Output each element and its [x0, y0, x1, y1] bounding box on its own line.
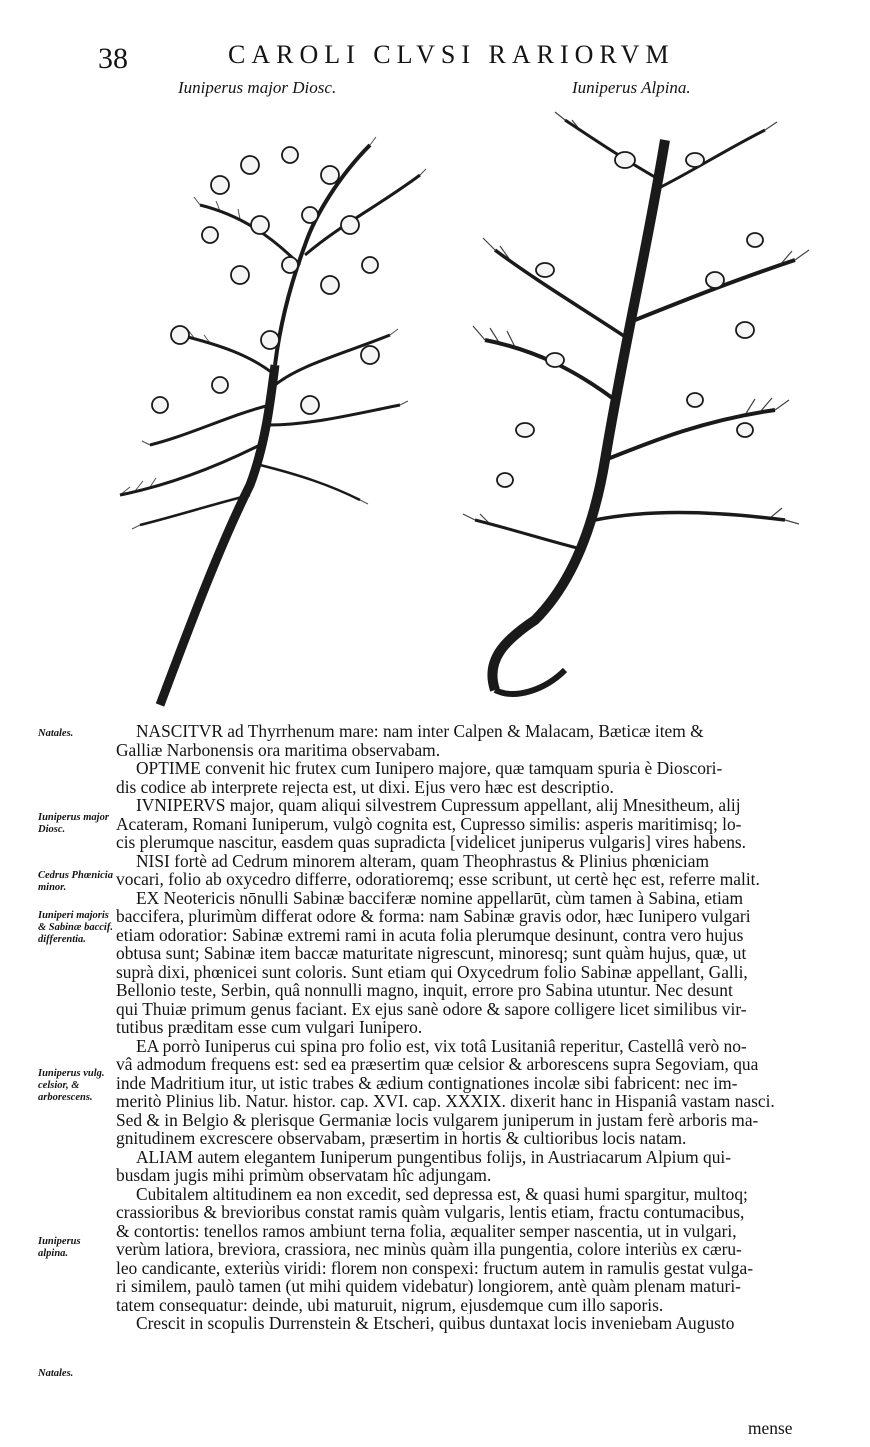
- paragraph-ex-neotericis: [116, 889, 816, 1037]
- text-line: crassioribus & brevioribus constat ramis quàm vulgaris, lentis etiam, fractu contumacibus,: [116, 1202, 745, 1222]
- text-line: inde Madritium itur, ut istic trabes & ædium contignationes incolæ sibi fabricent: nec im-: [116, 1072, 738, 1093]
- text-line: Bellonio teste, Serbin, quâ nonnulli magno, inquit, errore pro Sabina utuntur. Nec desunt: [116, 980, 733, 1000]
- text-line: ri similem, paulò tamen (ut mihi quidem videbatur) longiorem, antè quàm plenam maturi-: [116, 1276, 741, 1296]
- juniper-branch-icon: [100, 105, 440, 715]
- margin-note-iuniperi-differentia: Iuniperi majoris & Sabinæ baccif. differentia.: [38, 910, 113, 945]
- margin-note-iuniperus-alpina: Iuniperus alpina.: [38, 1236, 81, 1259]
- text-line: dis codice ab interprete rejecta est, ut dixi. Ejus vero hæc est descriptio.: [116, 776, 614, 796]
- paragraph-cubitalem: [116, 1185, 816, 1315]
- paragraph-optime: [116, 759, 816, 796]
- text-line: NISI fortè ad Cedrum minorem alteram, quam Theophrastus & Plinius phœniciam: [136, 851, 709, 871]
- running-head: CAROLI CLVSI RARIORVM: [228, 40, 675, 69]
- text-line: Galliæ Narbonensis ora maritima observabam.: [116, 739, 441, 759]
- text-line: leo candicante, exteriùs viridi: florem non conspexi: fructum autem in ramulis gestat vulga-: [116, 1257, 753, 1278]
- margin-note-natales-2: Natales.: [38, 1368, 74, 1379]
- text-line: etiam odoratior: Sabinæ extremi rami in acuta folia plerumque desinunt, contra vero hujus: [116, 924, 744, 945]
- body-text: [116, 722, 816, 1333]
- text-line: EX Neotericis nōnulli Sabinæ bacciferæ nomine appellarūt, cùm tamen à Sabina, etiam: [136, 888, 744, 908]
- text-line: EA porrò Iuniperus cui spina pro folio est, vix totâ Lusitaniâ reperitur, Castellâ verò no-: [136, 1036, 747, 1056]
- text-line: IVNIPERVS major, quam aliqui silvestrem Cupressum appellant, alij Mnesitheum, alij: [136, 796, 741, 815]
- text-line: vâ admodum frequens est: sed ea præsertim quæ celsior & arborescens supra Segoviam, qua: [116, 1054, 759, 1074]
- text-line: & contortis: tenellos ramos ambiunt terna folia, æqualiter semper nascentia, ut in vulgari,: [116, 1220, 737, 1241]
- text-line: ALIAM autem elegantem Iuniperum pungentibus folijs, in Austriacarum Alpium qui-: [136, 1147, 732, 1167]
- text-line: gnitudinem excrescere observabam, præsertim in hortis & cultioribus locis natam.: [116, 1128, 687, 1148]
- juniper-alpina-illustration: [455, 100, 820, 715]
- text-line: Crescit in scopulis Durrenstein & Etscheri, quibus duntaxat locis inveniebam Augusto: [136, 1314, 735, 1333]
- juniper-major-illustration: [100, 105, 440, 715]
- margin-note-cedrus: Cedrus Phœnicia minor.: [38, 870, 113, 893]
- text-line: obtusa sunt; Sabinæ item baccæ maturitate nigrescunt, minoresq; sunt quàm hujus, quæ, ut: [116, 943, 747, 963]
- text-line: Cubitalem altitudinem ea non excedit, sed depressa est, & quasi humi spargitur, multoq;: [136, 1184, 748, 1204]
- text-line: meritò Plinius lib. Natur. histor. cap. XVI. cap. XXXIX. dixerit hanc in Hispaniâ vastam nasci.: [116, 1091, 775, 1111]
- margin-note-iuniperus-vulg: Iuniperus vulg. celsior, & arborescens.: [38, 1068, 105, 1103]
- paragraph-ea-porro: [116, 1037, 816, 1148]
- paragraph-nisi: [116, 852, 816, 889]
- text-line: suprà dixi, phœnicei sunt coloris. Sunt etiam qui Oxycedrum folio Sabinæ appellant, Galli,: [116, 961, 748, 982]
- text-line: NASCITVR ad Thyrrhenum mare: nam inter Calpen & Malacam, Bæticæ item &: [136, 722, 704, 741]
- margin-note-iuniperus-major: Iuniperus major Diosc.: [38, 812, 109, 835]
- margin-note-natales: Natales.: [38, 728, 74, 739]
- text-line: baccifera, plurimùm differat odore & forma: nam Sabinæ gravis odor, hæc Iunipero vulgari: [116, 906, 751, 926]
- text-line: verùm latiora, breviora, crassiora, nec minùs quàm illa pungentia, colore interiùs ex cæru-: [116, 1239, 742, 1259]
- text-line: OPTIME convenit hic frutex cum Iunipero majore, quæ tamquam spuria è Dioscori-: [136, 759, 723, 778]
- text-line: busdam jugis mihi primùm observatam hîc adjungam.: [116, 1165, 492, 1185]
- figure-caption-left: Iuniperus major Diosc.: [178, 78, 337, 97]
- page-number: 38: [98, 42, 128, 75]
- paragraph-nascitur: [116, 722, 816, 759]
- text-line: vocari, folio ab oxycedro differre, odoratioremq; esse scribunt, ut certè hęc est, referre malit.: [116, 869, 760, 889]
- text-line: cis plerumque nascitur, easdem quas supradicta [videlicet juniperus vulgaris] vires habens.: [116, 832, 747, 852]
- paragraph-iuniperus: [116, 796, 816, 852]
- text-line: tutibus præditam esse cum vulgari Iunipero.: [116, 1017, 423, 1037]
- paragraph-aliam: [116, 1148, 816, 1185]
- catchword: mense: [748, 1418, 793, 1438]
- text-line: qui Thuiæ primum genus faciant. Ex ejus sanè odore & sapore colligere licet similibus vir-: [116, 998, 747, 1019]
- figure-caption-right: Iuniperus Alpina.: [572, 78, 691, 97]
- alpine-juniper-icon: [455, 100, 820, 715]
- text-line: tatem consequatur: deinde, ubi maturuit, nigrum, ejusdemque cum illo saporis.: [116, 1294, 664, 1314]
- text-line: Sed & in Belgio & plerisque Germaniæ locis vulgarem juniperum in justam ferè arboris ma-: [116, 1109, 759, 1130]
- paragraph-crescit: [116, 1314, 816, 1333]
- text-line: Acateram, Romani Iuniperum, vulgò cognita est, Cupresso similis: asperis maritimisq; lo-: [116, 813, 742, 834]
